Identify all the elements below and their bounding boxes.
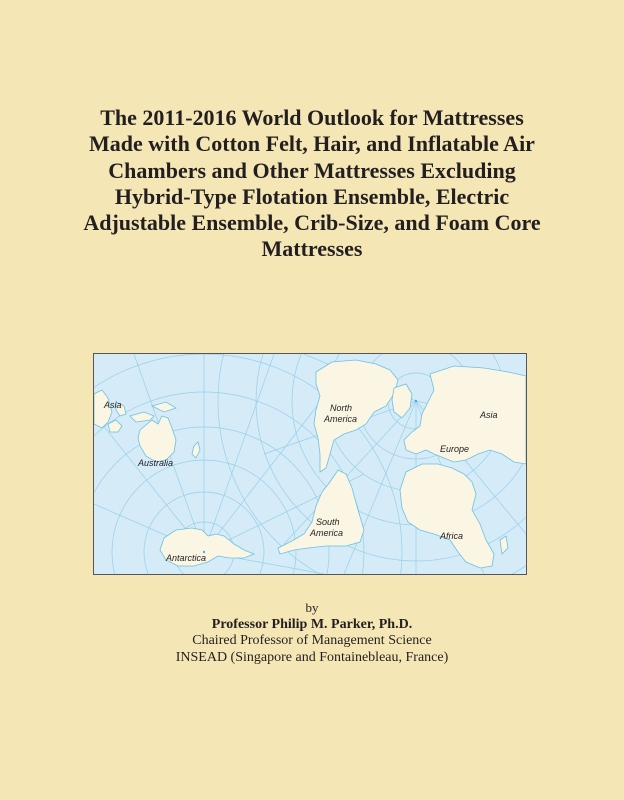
byline-by: by (305, 600, 319, 615)
map-label-antarctica: Antarctica (166, 553, 207, 563)
map-label-north-america-line2: America (324, 414, 358, 424)
author-institution: INSEAD (Singapore and Fontainebleau, France) (175, 649, 449, 665)
map-label-africa: Africa (440, 531, 464, 541)
map-label-south-america-line2: America (310, 528, 344, 538)
map-label-australia: Australia (138, 458, 174, 468)
author-byline (0, 600, 624, 666)
title-line-1: The 2011-2016 World Outlook for Mattresses (100, 105, 524, 130)
author-position: Chaired Professor of Management Science (192, 633, 432, 648)
world-map (93, 353, 527, 575)
title-line-3: Chambers and Other Mattresses Excluding (108, 157, 516, 183)
map-label-south-america-line1: South (316, 517, 340, 527)
title-line-2: Made with Cotton Felt, Hair, and Inflatable Air (89, 131, 535, 157)
title-line-4: Hybrid-Type Flotation Ensemble, Electric (114, 183, 510, 209)
book-title (40, 105, 584, 263)
title-line-5: Adjustable Ensemble, Crib-Size, and Foam Core (83, 210, 541, 236)
map-label-north-america-line1: North (330, 403, 353, 413)
map-label-asia-west: Asia (104, 400, 122, 410)
map-label-asia-east: Asia (480, 410, 498, 420)
title-line-6: Mattresses (261, 236, 363, 262)
map-label-europe: Europe (440, 444, 470, 454)
author-name: Professor Philip M. Parker, Ph.D. (211, 616, 413, 632)
